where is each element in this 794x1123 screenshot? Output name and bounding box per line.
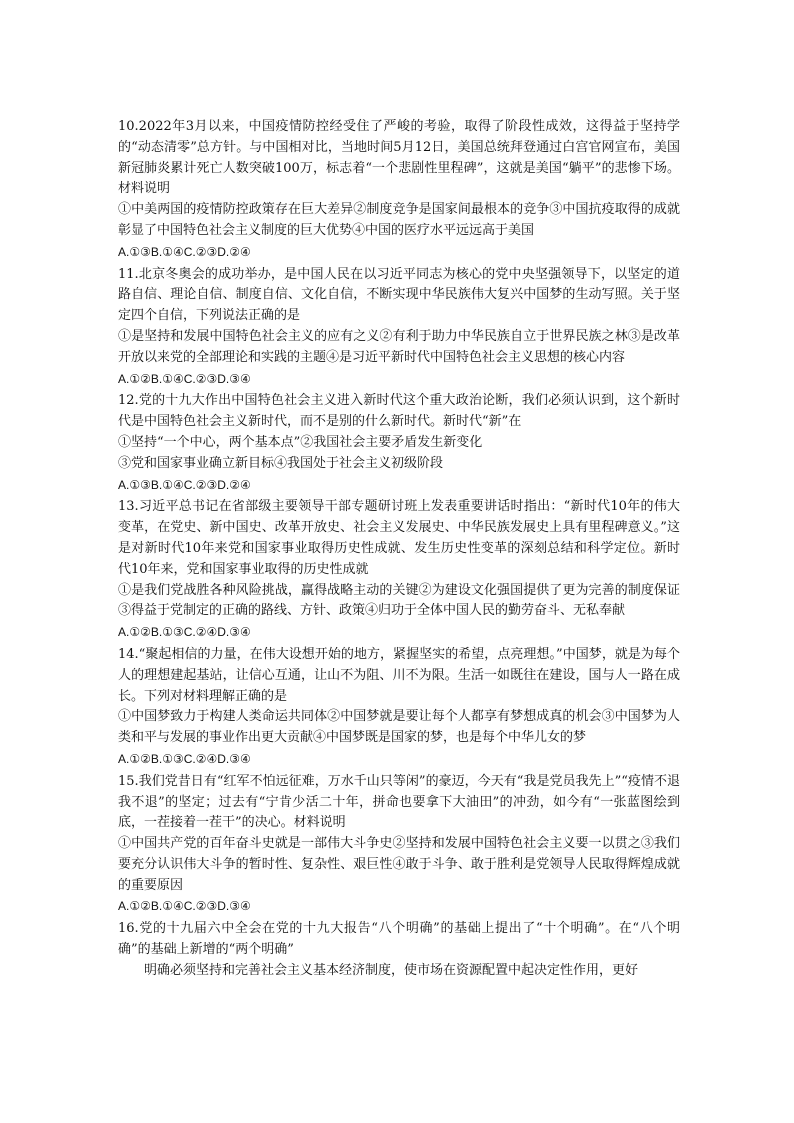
answer-choices: A.①②B.①④C.②③D.③④ xyxy=(118,899,251,914)
question-16 xyxy=(118,919,680,981)
question-stem: 10.2022年3月以来，中国疫情防控经受住了严峻的考验，取得了阶段性成效，这得益于坚持学的“动态清零”总方针。与中国相对比，当地时间5月12日，美国总统拜登通过白宫官网宣布，美国新冠肺炎累计死亡人数突破100万，标志着“一个悲剧性里程碑”，这就是美国“躺平”的悲惨下场。材料说明 xyxy=(118,119,680,197)
question-statements-continued: ③党和国家事业确立新目标④我国处于社会主义初级阶段 xyxy=(118,455,444,471)
question-10 xyxy=(118,117,680,263)
question-13 xyxy=(118,497,680,643)
question-statements: ①坚持“一个中心，两个基本点”②我国社会主要矛盾发生新变化 xyxy=(118,434,483,450)
answer-choices: A.①③B.①④C.②③D.②④ xyxy=(118,477,251,492)
question-statements: ①是我们党战胜各种风险挑战，赢得战略主动的关键②为建设文化强国提供了更为完善的制度保证③得益于党制定的正确的路线、方针、政策④归功于全体中国人民的勤劳奋斗、无私奉献 xyxy=(118,582,680,619)
answer-choices: A.①②B.①③C.②④D.③④ xyxy=(118,751,251,766)
question-stem: 16.党的十九届六中全会在党的十九大报告“八个明确”的基础上提出了“十个明确”。在“八个明确”的基础上新增的“两个明确” xyxy=(118,921,680,958)
question-statements: ①中美两国的疫情防控政策存在巨大差异②制度竞争是国家间最根本的竞争③中国抗疫取得的成就彰显了中国特色社会主义制度的巨大优势④中国的医疗水平远远高于美国 xyxy=(118,202,680,238)
question-passage: 明确必须坚持和完善社会主义基本经济制度，使市场在资源配置中起决定性作用，更好 xyxy=(144,962,639,978)
question-stem: 11.北京冬奥会的成功举办，是中国人民在以习近平同志为核心的党中央坚强领导下，以坚定的道路自信、理论自信、制度自信、文化自信，不断实现中华民族伟大复兴中国梦的生动写照。关于坚定四个自信，下列说法正确的是 xyxy=(118,266,680,324)
question-stem: 15.我们党昔日有“红军不怕远征难，万水千山只等闲”的豪迈，今天有“我是党员我先上”“疫情不退我不退”的坚定；过去有“宁肯少活二十年，拼命也要拿下大油田”的冲劲，如今有“一张蓝图绘到底，一茬接着一茬干”的决心。材料说明 xyxy=(118,773,680,831)
question-statements: ①是坚持和发展中国特色社会主义的应有之义②有利于助力中华民族自立于世界民族之林③是改革开放以来党的全部理论和实践的主题④是习近平新时代中国特色社会主义思想的核心内容 xyxy=(118,328,680,365)
answer-choices: A.①②B.①④C.②③D.③④ xyxy=(118,371,251,386)
question-statements: ①中国梦致力于构建人类命运共同体②中国梦就是要让每个人都享有梦想成真的机会③中国梦为人类和平与发展的事业作出更大贡献④中国梦既是国家的梦，也是每个中华儿女的梦 xyxy=(118,709,680,746)
question-statements: ①中国共产党的百年奋斗史就是一部伟大斗争史②坚持和发展中国特色社会主义要一以贯之③我们要充分认识伟大斗争的暂时性、复杂性、艰巨性④敢于斗争、敢于胜利是党领导人民取得辉煌成就的重要原因 xyxy=(118,836,680,893)
question-15 xyxy=(118,772,680,918)
question-stem: 14.“聚起相信的力量，在伟大设想开始的地方，紧握坚实的希望，点亮理想。”中国梦，就是为每个人的理想建起基站，让信心互通，让山不为阻、川不为限。生活一如既往在建设，国与人一路在成长。下列对材料理解正确的是 xyxy=(118,646,680,704)
question-list xyxy=(118,117,680,984)
question-11 xyxy=(118,265,680,390)
question-stem: 12.党的十九大作出中国特色社会主义进入新时代这个重大政治论断，我们必须认识到，这个新时代是中国特色社会主义新时代，而不是别的什么新时代。新时代“新”在 xyxy=(118,393,680,430)
answer-choices: A.①③B.①④C.②③D.②④ xyxy=(118,244,251,259)
question-stem: 13.习近平总书记在省部级主要领导干部专题研讨班上发表重要讲话时指出：“新时代10年的伟大变革，在党史、新中国史、改革开放史、社会主义发展史、中华民族发展史上具有里程碑意义。”这是对新时代10年来党和国家事业取得历史性成就、发生历史性变革的深刻总结和科学定位。新时代10年来，党和国家事业取得的历史性成就 xyxy=(118,499,680,577)
answer-choices: A.①②B.①③C.②④D.③④ xyxy=(118,625,251,640)
question-12 xyxy=(118,391,680,495)
question-14 xyxy=(118,645,680,770)
